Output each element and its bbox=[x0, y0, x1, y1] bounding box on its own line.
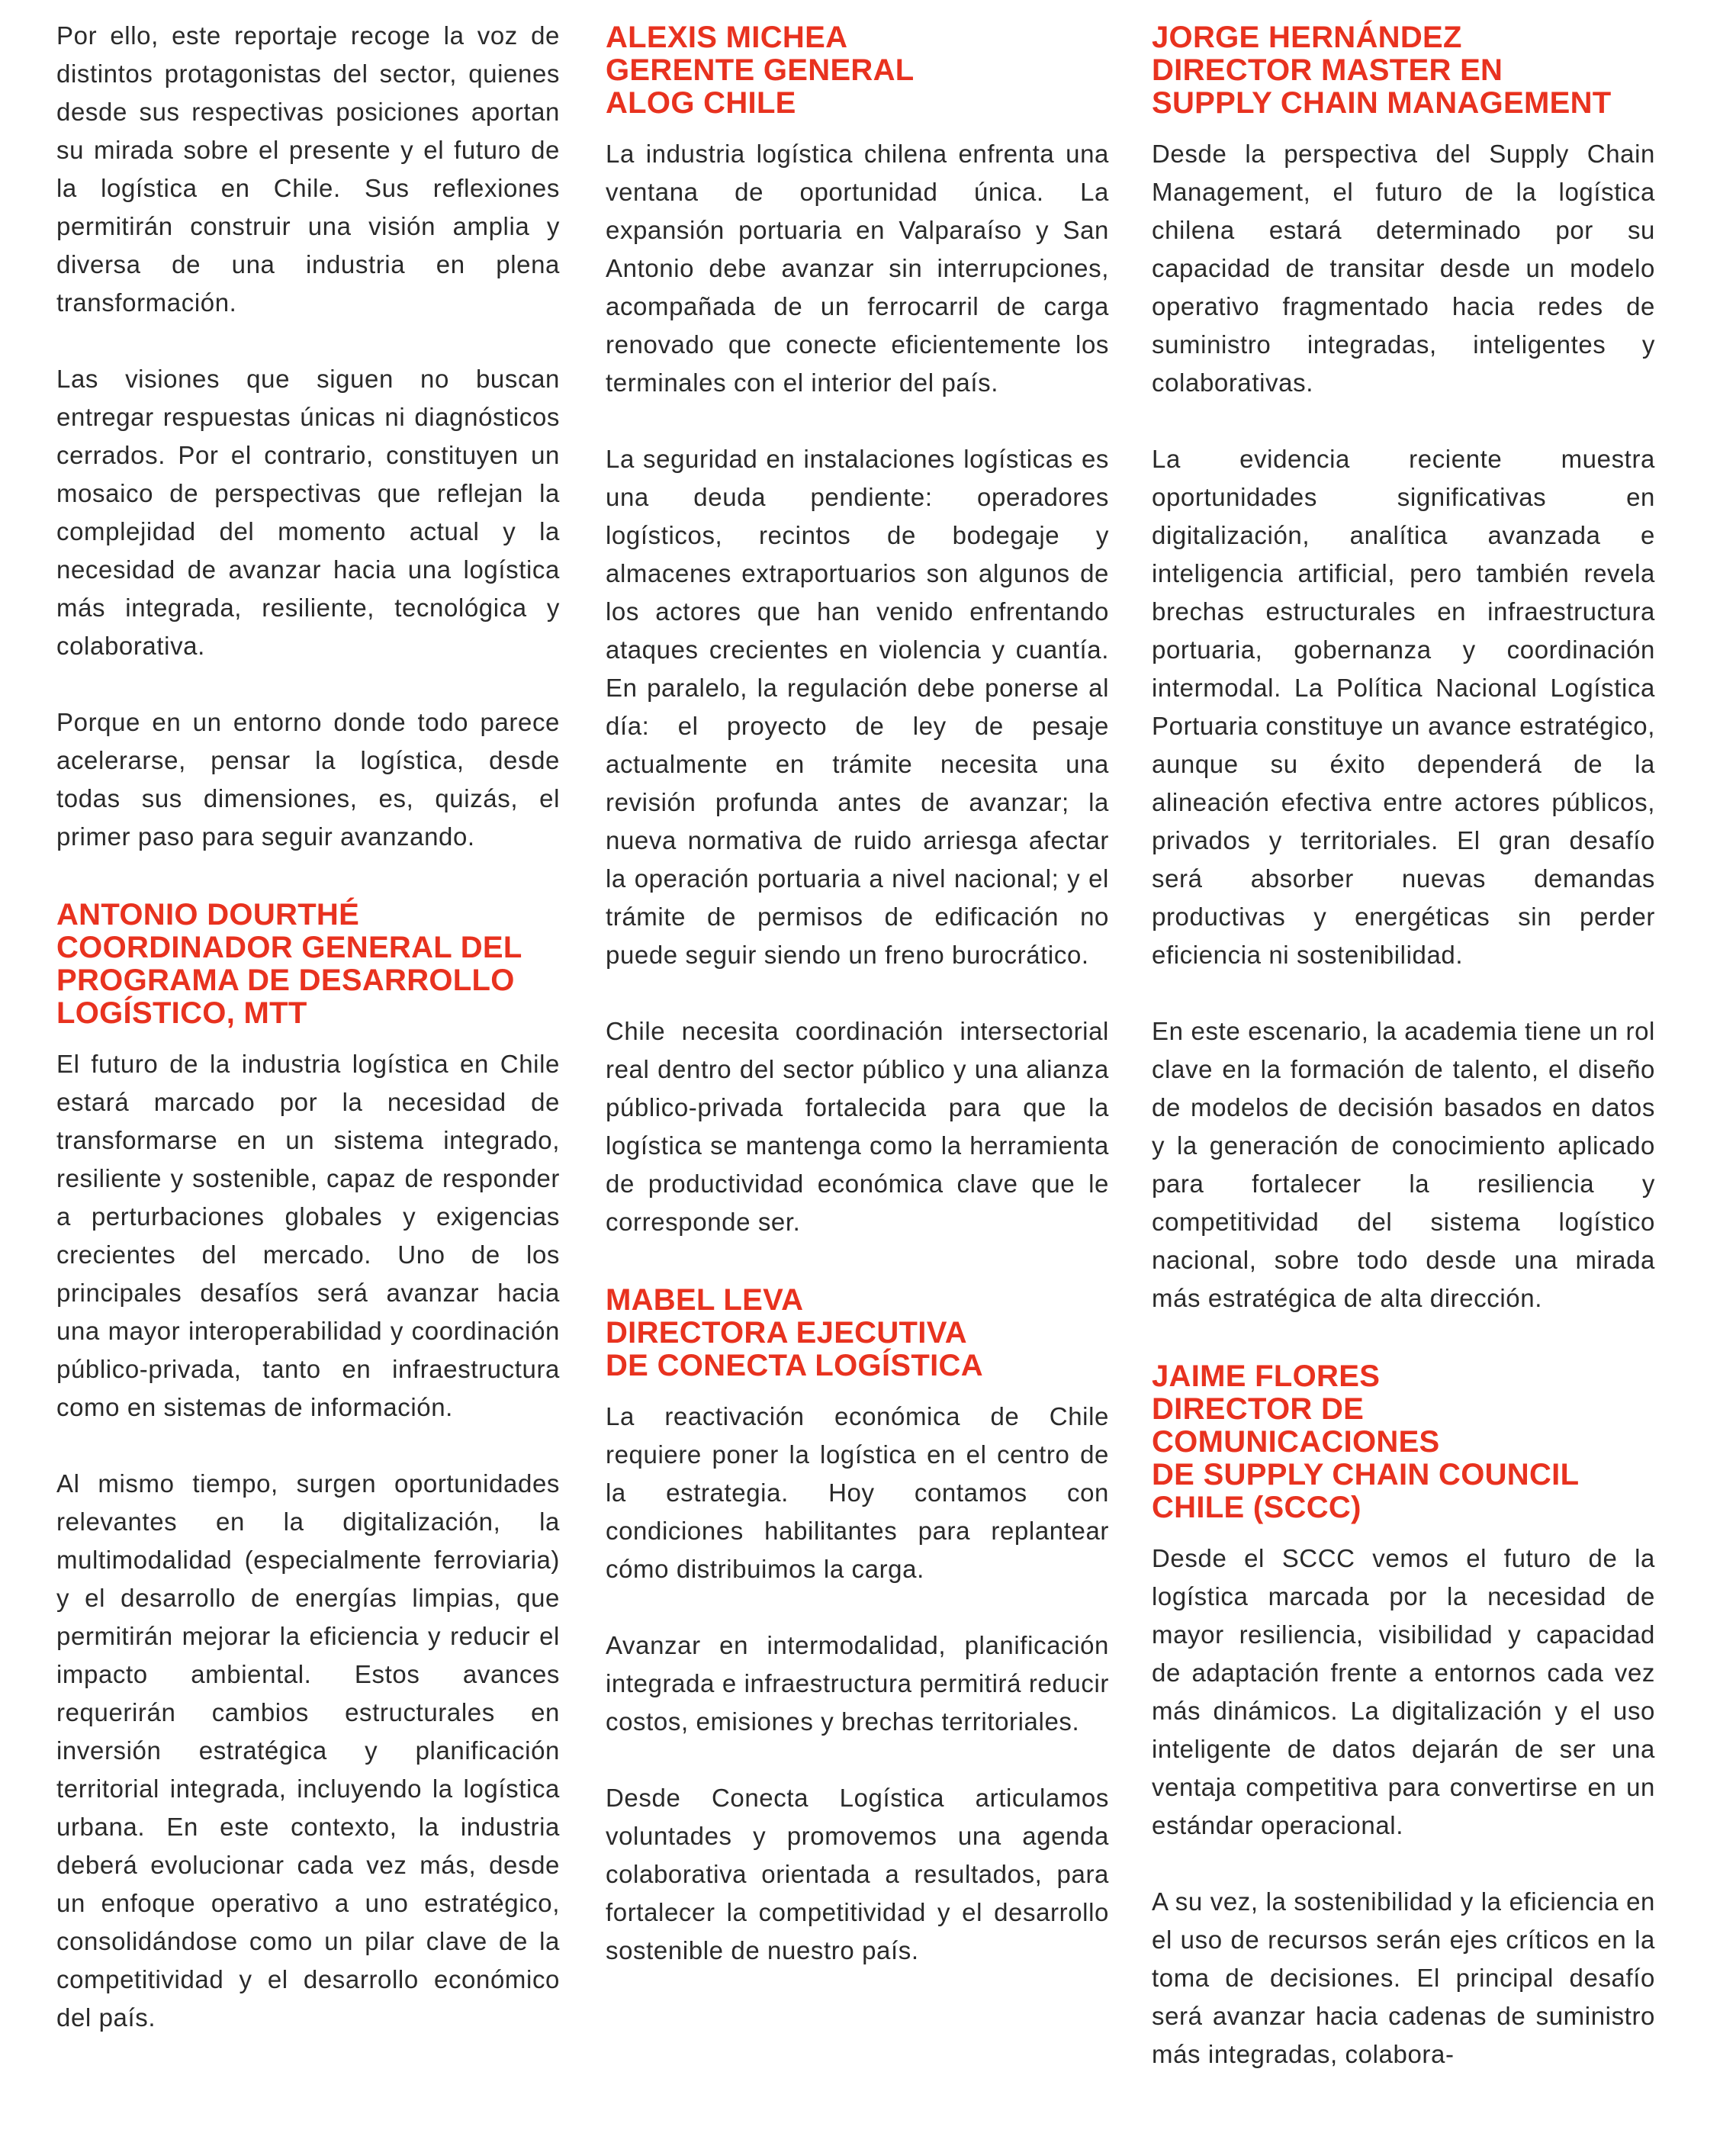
intro-paragraph: Por ello, este reportaje recoge la voz de distintos protagonistas del sector, quienes desde sus respectivas posiciones aportan su mirada sobre el presente y el futuro de la logística en Chile. Sus reflexiones permitirán construir una visión amplia y diversa de una industria en plena transformación. bbox=[56, 21, 560, 317]
section-heading-dourthe bbox=[56, 894, 560, 1030]
column-right bbox=[1152, 17, 1655, 2074]
body-paragraph: Desde la perspectiva del Supply Chain Management, el futuro de la logística chilena estará determinado por su capacidad de transitar desde un modelo operativo fragmentado hacia redes de suministro integradas, inteligentes y colaborativas. bbox=[1152, 140, 1655, 397]
heading-line: ALOG CHILE bbox=[606, 86, 796, 120]
heading-line: MABEL LEVA bbox=[606, 1283, 804, 1317]
section-heading-leva bbox=[606, 1279, 1109, 1382]
heading-line: JORGE HERNÁNDEZ bbox=[1152, 21, 1462, 54]
heading-line: DE SUPPLY CHAIN COUNCIL bbox=[1152, 1458, 1580, 1491]
heading-line: JAIME FLORES bbox=[1152, 1359, 1381, 1393]
body-paragraph: A su vez, la sostenibilidad y la eficiencia en el uso de recursos serán ejes críticos en la toma de decisiones. El principal desafío será avanzar hacia cadenas de suministro más integradas, colabora- bbox=[1152, 1887, 1655, 2068]
heading-line: COMUNICACIONES bbox=[1152, 1425, 1440, 1459]
body-paragraph: Chile necesita coordinación intersectorial real dentro del sector público y una alianza público-privada fortalecida para que la logística se mantenga como la herramienta de productividad económica clave que le corresponde ser. bbox=[606, 1017, 1109, 1236]
section-heading-michea bbox=[606, 17, 1109, 120]
intro-paragraph: Las visiones que siguen no buscan entregar respuestas únicas ni diagnósticos cerrados. Por el contrario, constituyen un mosaico de perspectivas que reflejan la complejidad del momento actual y la necesidad de avanzar hacia una logística más integrada, resiliente, tecnológica y colaborativa. bbox=[56, 365, 560, 660]
section-heading-flores bbox=[1152, 1356, 1655, 1524]
heading-line: COORDINADOR GENERAL DEL bbox=[56, 931, 522, 964]
heading-line: GERENTE GENERAL bbox=[606, 53, 915, 87]
body-paragraph: Avanzar en intermodalidad, planificación integrada e infraestructura permitirá reducir costos, emisiones y brechas territoriales. bbox=[606, 1631, 1109, 1736]
heading-line: DE CONECTA LOGÍSTICA bbox=[606, 1349, 983, 1382]
heading-line: DIRECTORA EJECUTIVA bbox=[606, 1316, 967, 1350]
body-paragraph: La seguridad en instalaciones logísticas es una deuda pendiente: operadores logísticos, recintos de bodegaje y almacenes extraportuarios son algunos de los actores que han venido enfrentando ataques crecientes en violencia y cuantía. En paralelo, la regulación debe ponerse al día: el proyecto de ley de pesaje actualmente en trámite necesita una revisión profunda antes de avanzar; la nueva normativa de ruido arriesga afectar la operación portuaria a nivel nacional; y el trámite de permisos de edificación no puede seguir siendo un freno burocrático. bbox=[606, 445, 1109, 969]
heading-line: SUPPLY CHAIN MANAGEMENT bbox=[1152, 86, 1612, 120]
body-paragraph: La reactivación económica de Chile requiere poner la logística en el centro de la estrategia. Hoy contamos con condiciones habilitantes para replantear cómo distribuimos la carga. bbox=[606, 1402, 1109, 1583]
heading-line: CHILE (SCCC) bbox=[1152, 1491, 1361, 1524]
body-paragraph: La industria logística chilena enfrenta una ventana de oportunidad única. La expansión portuaria en Valparaíso y San Antonio debe avanzar sin interrupciones, acompañada de un ferrocarril de carga renovado que conecte eficientemente los terminales con el interior del país. bbox=[606, 140, 1109, 397]
body-paragraph: Al mismo tiempo, surgen oportunidades relevantes en la digitalización, la multimodalidad (especialmente ferroviaria) y el desarrollo de energías limpias, que permitirán mejorar la eficiencia y reducir el impacto ambiental. Estos avances requerirán cambios estructurales en inversión estratégica y planificación territorial integrada, incluyendo la logística urbana. En este contexto, la industria deberá evolucionar cada vez más, desde un enfoque operativo a uno estratégico, consolidándose como un pilar clave de la competitividad y el desarrollo económico del país. bbox=[56, 1469, 560, 2032]
heading-line: LOGÍSTICO, MTT bbox=[56, 996, 307, 1030]
body-paragraph: La evidencia reciente muestra oportunidades significativas en digitalización, analítica avanzada e inteligencia artificial, pero también revela brechas estructurales en infraestructura portuaria, gobernanza y coordinación intermodal. La Política Nacional Logística Portuaria constituye un avance estratégico, aunque su éxito dependerá de la alineación efectiva entre actores públicos, privados y territoriales. El gran desafío será absorber nuevas demandas productivas y energéticas sin perder eficiencia ni sostenibilidad. bbox=[1152, 445, 1655, 969]
section-heading-hernandez bbox=[1152, 17, 1655, 120]
intro-paragraph: Porque en un entorno donde todo parece acelerarse, pensar la logística, desde todas sus dimensiones, es, quizás, el primer paso para seguir avanzando. bbox=[56, 708, 560, 851]
body-paragraph: En este escenario, la academia tiene un rol clave en la formación de talento, el diseño de modelos de decisión basados en datos y la generación de conocimiento aplicado para fortalecer la resiliencia y competitividad del sistema logístico nacional, sobre todo desde una mirada más estratégica de alta dirección. bbox=[1152, 1017, 1655, 1312]
heading-line: ALEXIS MICHEA bbox=[606, 21, 848, 54]
column-left bbox=[56, 17, 560, 2037]
body-paragraph: El futuro de la industria logística en Chile estará marcado por la necesidad de transformarse en un sistema integrado, resiliente y sostenible, capaz de responder a perturbaciones globales y exigencias crecientes del mercado. Uno de los principales desafíos será avanzar hacia una mayor interoperabilidad y coordinación público-privada, tanto en infraestructura como en sistemas de información. bbox=[56, 1050, 560, 1421]
heading-line: PROGRAMA DE DESARROLLO bbox=[56, 964, 515, 997]
heading-line: DIRECTOR MASTER EN bbox=[1152, 53, 1503, 87]
heading-line: DIRECTOR DE bbox=[1152, 1392, 1365, 1426]
column-middle bbox=[606, 17, 1109, 1970]
heading-line: ANTONIO DOURTHÉ bbox=[56, 898, 360, 931]
body-paragraph: Desde Conecta Logística articulamos voluntades y promovemos una agenda colaborativa orientada a resultados, para fortalecer la competitividad y el desarrollo sostenible de nuestro país. bbox=[606, 1784, 1109, 1964]
body-paragraph: Desde el SCCC vemos el futuro de la logística marcada por la necesidad de mayor resiliencia, visibilidad y capacidad de adaptación frente a entornos cada vez más dinámicos. La digitalización y el uso inteligente de datos dejarán de ser una ventaja competitiva para convertirse en un estándar operacional. bbox=[1152, 1544, 1655, 1839]
